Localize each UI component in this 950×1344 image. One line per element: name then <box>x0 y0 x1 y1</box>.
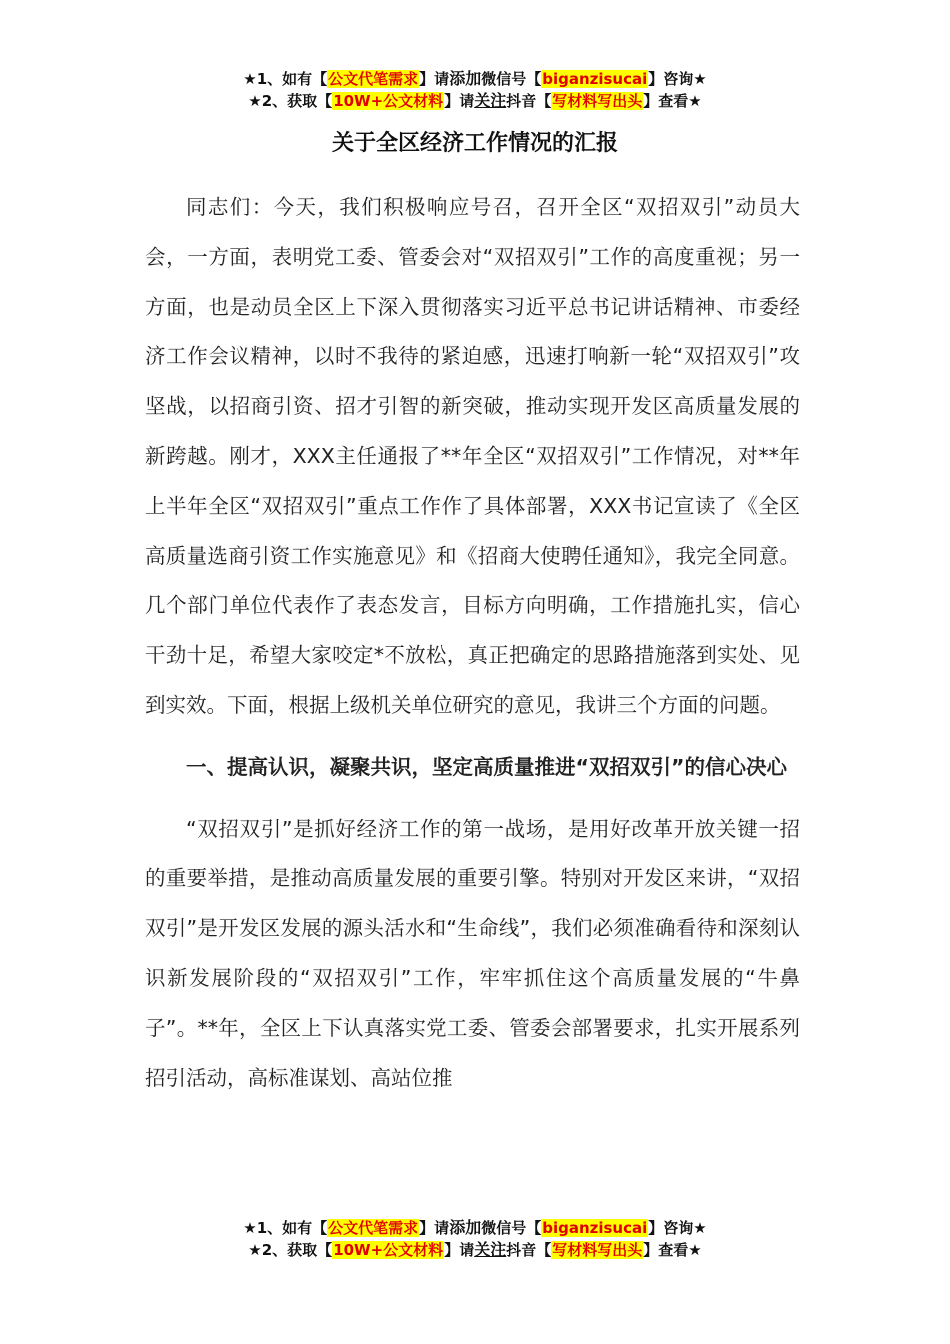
highlight-wechat-id: biganzisucai <box>542 1219 648 1237</box>
highlight-douyin: 写材料写出头 <box>552 1241 643 1259</box>
promo-line-2: ★2、获取【10W+公文材料】请关注抖音【写材料写出头】查看★ <box>248 91 702 110</box>
highlight-wechat-id: biganzisucai <box>542 70 648 88</box>
promo-line-2-bottom: ★2、获取【10W+公文材料】请关注抖音【写材料写出头】查看★ <box>248 1240 702 1259</box>
promo-line-1-bottom: ★1、如有【公文代笔需求】请添加微信号【biganzisucai】咨询★ <box>243 1218 707 1237</box>
paragraph-section-1: “双招双引”是抓好经济工作的第一战场，是用好改革开放关键一招的重要举措，是推动高质量发展的重要引擎。特别对开发区来讲，“双招双引”是开发区发展的源头活水和“生命线”，我们必须准确看待和深刻认识新发展阶段的“双招双引”工作，牢牢抓住这个高质量发展的“牛鼻子”。**年，全区上下认真落实党工委、管委会部署要求，扎实开展系列招引活动，高标准谋划、高站位推 <box>145 816 800 1090</box>
highlight-materials: 10W+公文材料 <box>333 1241 444 1259</box>
bottom-promo-banner <box>0 1217 950 1261</box>
document-body <box>145 183 800 1103</box>
document-title: 关于全区经济工作情况的汇报 <box>331 131 618 156</box>
section-heading-1: 一、提高认识，凝聚共识，坚定高质量推进“双招双引”的信心决心 <box>186 754 787 779</box>
highlight-douyin: 写材料写出头 <box>552 92 643 110</box>
promo-line-1: ★1、如有【公文代笔需求】请添加微信号【biganzisucai】咨询★ <box>243 69 707 88</box>
top-promo-banner <box>0 68 950 112</box>
highlight-materials: 10W+公文材料 <box>333 92 444 110</box>
highlight-service: 公文代笔需求 <box>328 70 419 88</box>
highlight-service: 公文代笔需求 <box>328 1219 419 1237</box>
paragraph-intro: 同志们：今天，我们积极响应号召，召开全区“双招双引”动员大会，一方面，表明党工委、管委会对“双招双引”工作的高度重视；另一方面，也是动员全区上下深入贯彻落实习近平总书记讲话精神、市委经济工作会议精神，以时不我待的紧迫感，迅速打响新一轮“双招双引”攻坚战，以招商引资、招才引智的新突破，推动实现开发区高质量发展的新跨越。刚才，XXX主任通报了**年全区“双招双引”工作情况，对**年上半年全区“双招双引”重点工作作了具体部署，XXX书记宣读了《全区高质量选商引资工作实施意见》和《招商大使聘任通知》，我完全同意。几个部门单位代表作了表态发言，目标方向明确，工作措施扎实，信心干劲十足，希望大家咬定*不放松，真正把确定的思路措施落到实处、见到实效。下面，根据上级机关单位研究的意见，我讲三个方面的问题。 <box>145 195 800 717</box>
